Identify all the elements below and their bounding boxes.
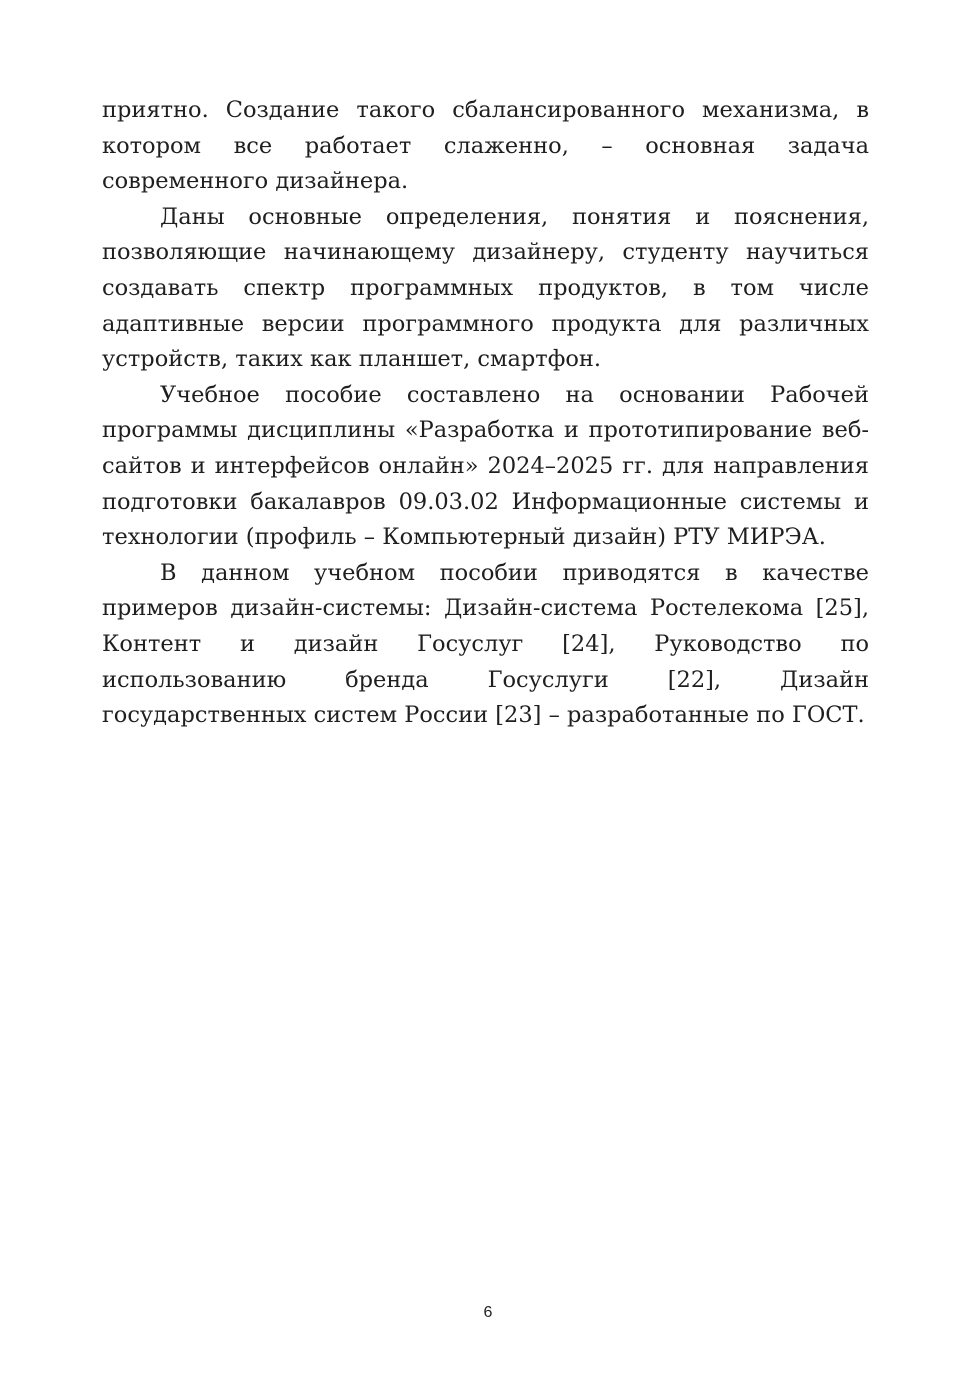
paragraph-definitions: Даны основные определения, понятия и пояснения, позволяющие начинающему дизайнеру, студенту научиться создавать спектр программных продуктов, в том числе адаптивные версии программного продукта для различных устройств, таких как планшет, смартфон. xyxy=(102,203,869,373)
page-number: 6 xyxy=(483,1304,493,1321)
paragraph-design-system-examples: В данном учебном пособии приводятся в качестве примеров дизайн-системы: Дизайн-система Ростелекома [25], Контент и дизайн Госуслуг [24], Руководство по использованию бренда Госуслуги [22], Дизайн государственных систем России [23] – разработанные по ГОСТ. xyxy=(102,559,869,729)
paragraph-continuation: приятно. Создание такого сбалансированного механизма, в котором все работает слаженно, – основная задача современного дизайнера. xyxy=(102,97,869,195)
body-text xyxy=(102,93,869,734)
paragraph-program-basis: Учебное пособие составлено на основании Рабочей программы дисциплины «Разработка и прототипирование веб-сайтов и интерфейсов онлайн» 2024–2025 гг. для направления подготовки бакалавров 09.03.02 Информационные системы и технологии (профиль – Компьютерный дизайн) РТУ МИРЭА. xyxy=(102,381,869,551)
